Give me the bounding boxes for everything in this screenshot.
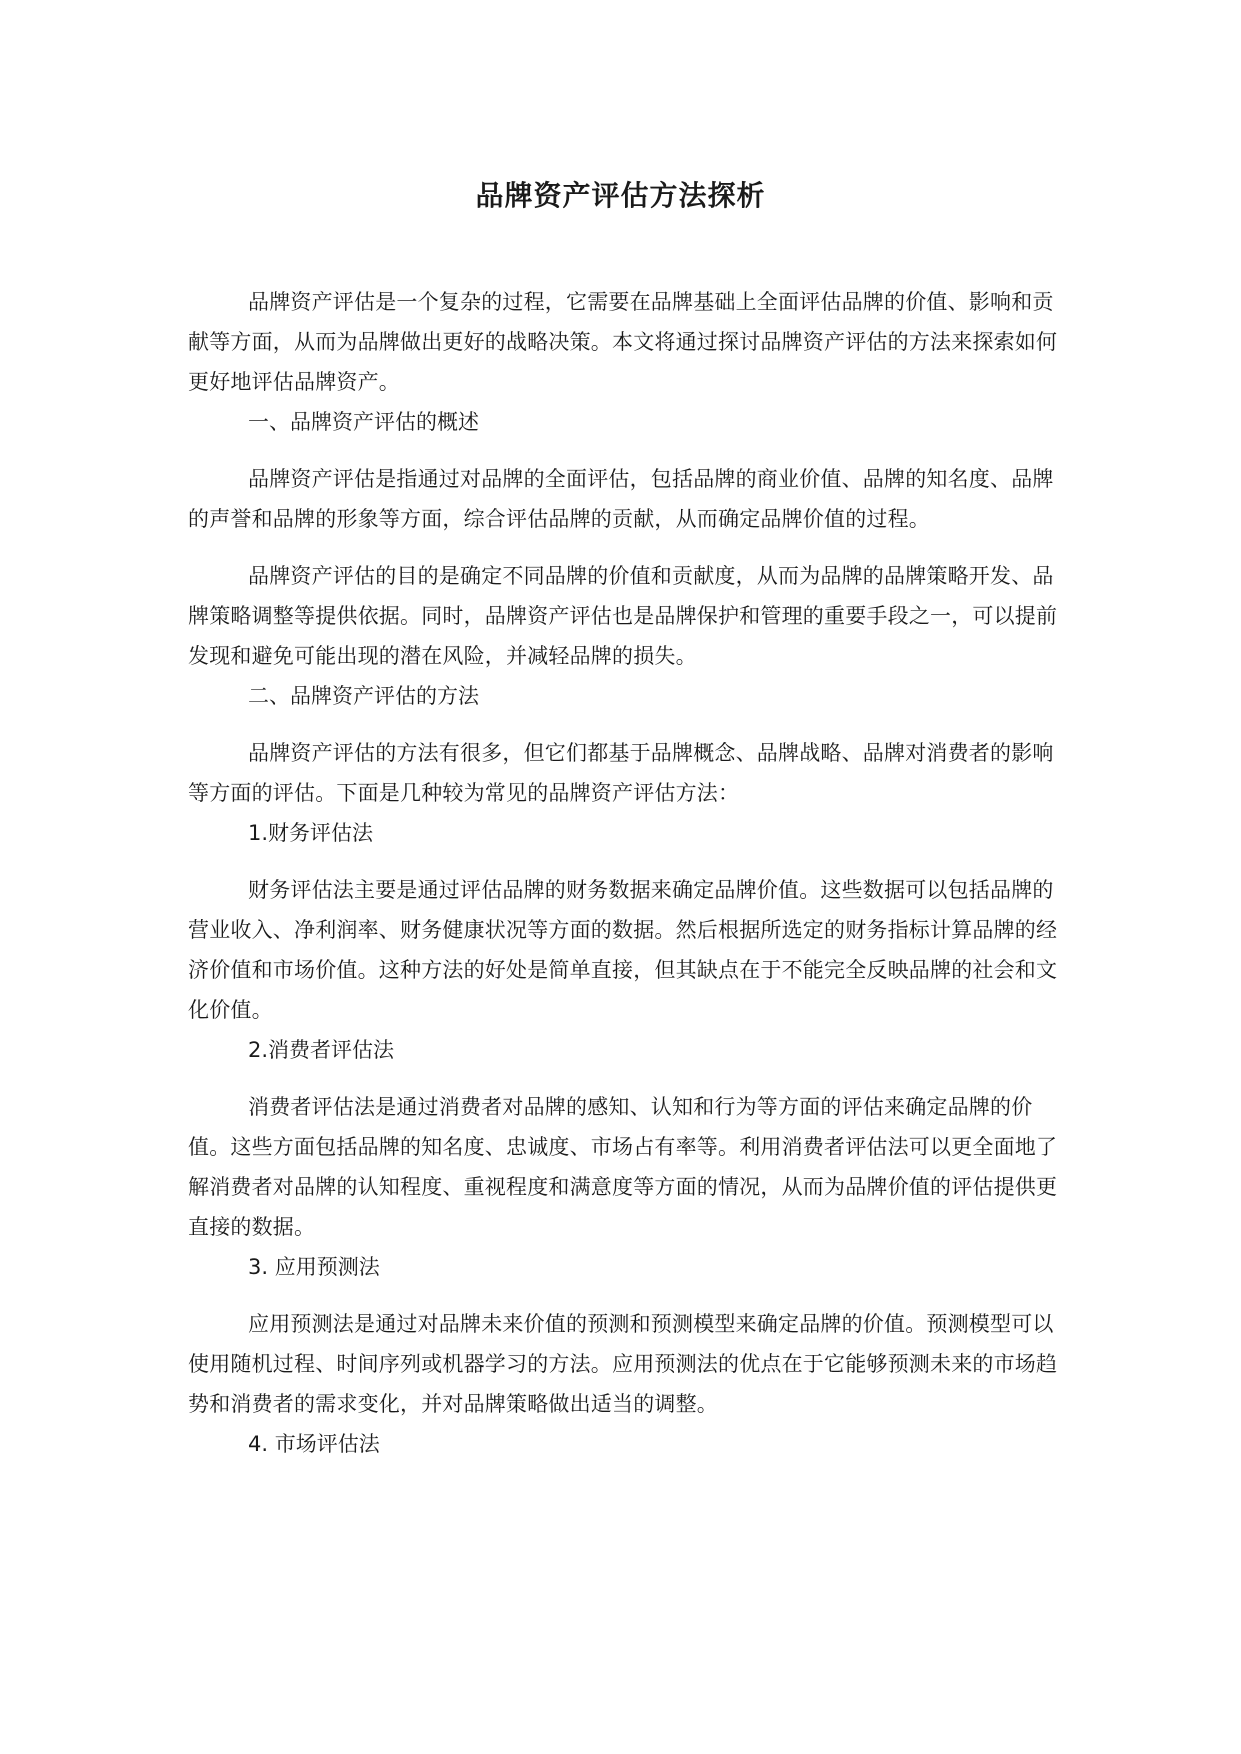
- paragraph-overview-definition: 品牌资产评估是指通过对品牌的全面评估，包括品牌的商业价值、品牌的知名度、品牌的声誉和品牌的形象等方面，综合评估品牌的贡献，从而确定品牌价值的过程。: [188, 467, 1054, 531]
- paragraph-intro: 品牌资产评估是一个复杂的过程，它需要在品牌基础上全面评估品牌的价值、影响和贡献等方面，从而为品牌做出更好的战略决策。本文将通过探讨品牌资产评估的方法来探索如何更好地评估品牌资产。: [188, 290, 1058, 394]
- subheading-consumer: 2.消费者评估法: [248, 1038, 395, 1062]
- subheading-financial: 1.财务评估法: [248, 821, 374, 845]
- subheading-prediction: 3. 应用预测法: [248, 1255, 380, 1279]
- subheading-market: 4. 市场评估法: [248, 1432, 380, 1456]
- section-heading-overview: 一、品牌资产评估的概述: [248, 410, 479, 434]
- paragraph-methods-intro: 品牌资产评估的方法有很多，但它们都基于品牌概念、品牌战略、品牌对消费者的影响等方面的评估。下面是几种较为常见的品牌资产评估方法：: [188, 741, 1054, 805]
- paragraph-consumer: 消费者评估法是通过消费者对品牌的感知、认知和行为等方面的评估来确定品牌的价值。这些方面包括品牌的知名度、忠诚度、市场占有率等。利用消费者评估法可以更全面地了解消费者对品牌的认知程度、重视程度和满意度等方面的情况，从而为品牌价值的评估提供更直接的数据。: [188, 1095, 1058, 1239]
- section-heading-methods: 二、品牌资产评估的方法: [248, 684, 479, 708]
- paragraph-prediction: 应用预测法是通过对品牌未来价值的预测和预测模型来确定品牌的价值。预测模型可以使用随机过程、时间序列或机器学习的方法。应用预测法的优点在于它能够预测未来的市场趋势和消费者的需求变化，并对品牌策略做出适当的调整。: [188, 1312, 1058, 1416]
- paragraph-overview-purpose: 品牌资产评估的目的是确定不同品牌的价值和贡献度，从而为品牌的品牌策略开发、品牌策略调整等提供依据。同时，品牌资产评估也是品牌保护和管理的重要手段之一，可以提前发现和避免可能出现的潜在风险，并减轻品牌的损失。: [188, 564, 1058, 668]
- paragraph-financial: 财务评估法主要是通过评估品牌的财务数据来确定品牌价值。这些数据可以包括品牌的营业收入、净利润率、财务健康状况等方面的数据。然后根据所选定的财务指标计算品牌的经济价值和市场价值。这种方法的好处是简单直接，但其缺点在于不能完全反映品牌的社会和文化价值。: [188, 878, 1058, 1022]
- document-title: 品牌资产评估方法探析: [475, 179, 766, 212]
- document-body: [188, 282, 1068, 1464]
